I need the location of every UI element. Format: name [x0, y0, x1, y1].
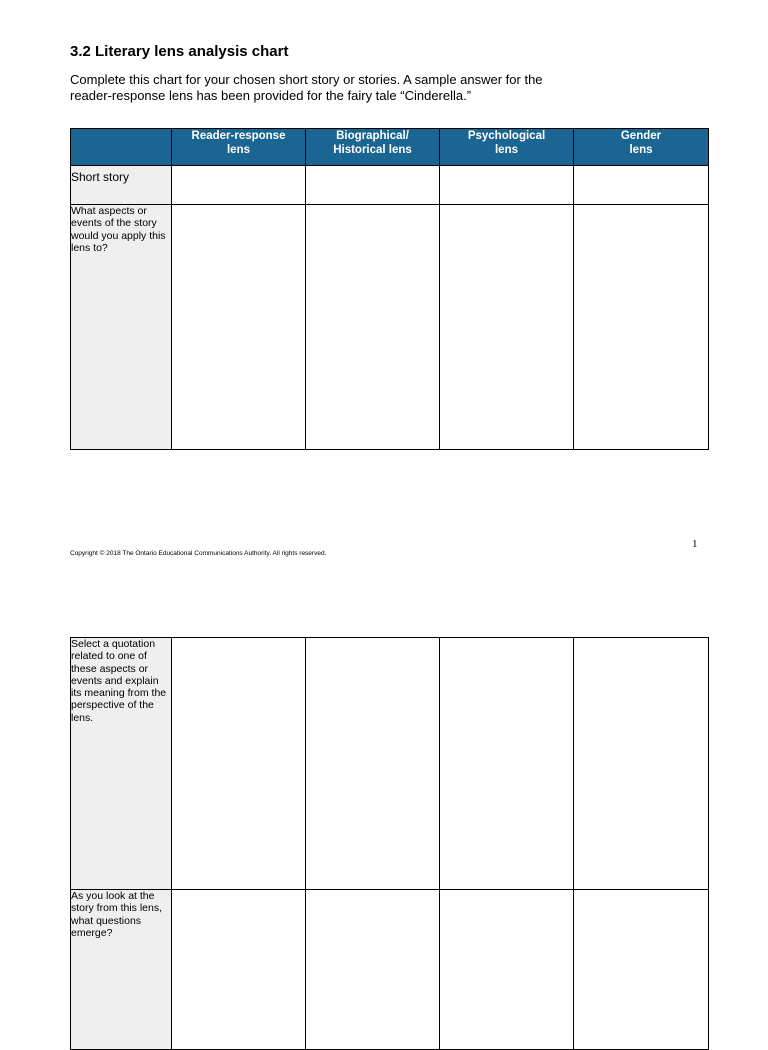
page-title: 3.2 Literary lens analysis chart — [70, 43, 289, 60]
header-line: lens — [629, 144, 653, 156]
header-line: lens — [226, 144, 250, 156]
header-gender — [574, 129, 709, 166]
lens-chart-table — [70, 128, 709, 450]
row-label-quotation: Select a quotation related to one of these aspects or events and explain its meaning from the perspective of the lens. — [71, 638, 172, 890]
answer-cell[interactable] — [172, 638, 306, 890]
answer-cell[interactable] — [306, 890, 440, 1050]
table-row — [71, 166, 709, 205]
header-line: lens — [494, 144, 518, 156]
table-row — [71, 638, 709, 890]
answer-cell[interactable] — [440, 890, 574, 1050]
answer-cell[interactable] — [574, 638, 709, 890]
answer-cell[interactable] — [440, 166, 574, 205]
answer-cell[interactable] — [172, 890, 306, 1050]
answer-cell[interactable] — [440, 638, 574, 890]
copyright-notice: Copyright © 2018 The Ontario Educational Communications Authority. All rights reserved. — [70, 550, 327, 557]
table-row — [71, 890, 709, 1050]
instructions-line-2: reader-response lens has been provided for the fairy tale “Cinderella.” — [70, 88, 472, 103]
header-biographical-historical — [306, 129, 440, 166]
lens-chart-table-continued — [70, 637, 709, 1050]
header-psychological — [440, 129, 574, 166]
page-number: 1 — [692, 538, 698, 550]
row-label-short-story: Short story — [71, 166, 172, 205]
instructions — [70, 72, 590, 104]
answer-cell[interactable] — [172, 205, 306, 450]
header-line: Psychological — [467, 130, 546, 142]
header-cell-blank — [71, 129, 172, 166]
answer-cell[interactable] — [172, 166, 306, 205]
header-line: Reader-response — [191, 130, 286, 142]
table-row — [71, 205, 709, 450]
header-line: Biographical/ — [336, 130, 409, 142]
table-header-row — [71, 129, 709, 166]
row-label-questions: As you look at the story from this lens, what questions emerge? — [71, 890, 172, 1050]
answer-cell[interactable] — [574, 890, 709, 1050]
header-line: Gender — [620, 130, 662, 142]
header-reader-response — [172, 129, 306, 166]
answer-cell[interactable] — [440, 205, 574, 450]
instructions-line-1: Complete this chart for your chosen short story or stories. A sample answer for the — [70, 72, 543, 87]
answer-cell[interactable] — [306, 638, 440, 890]
row-label-aspects: What aspects or events of the story would you apply this lens to? — [71, 205, 172, 450]
answer-cell[interactable] — [306, 166, 440, 205]
header-line: Historical lens — [333, 144, 412, 156]
answer-cell[interactable] — [306, 205, 440, 450]
answer-cell[interactable] — [574, 205, 709, 450]
answer-cell[interactable] — [574, 166, 709, 205]
